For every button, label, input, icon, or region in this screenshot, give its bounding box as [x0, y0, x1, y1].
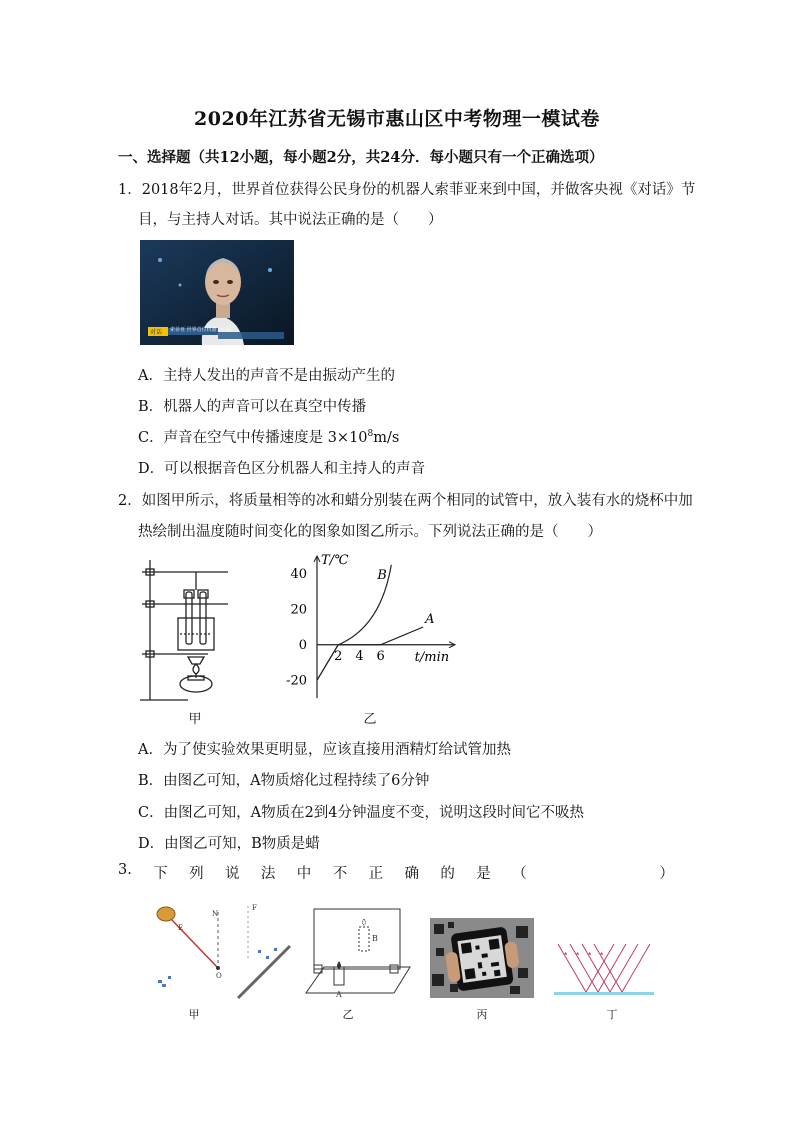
- q2-stem-line1: 2．如图甲所示，将质量相等的冰和蜡分别装在两个相同的试管中，放入装有水的烧杯中加: [118, 493, 693, 509]
- fig1-label-o: O: [216, 972, 222, 980]
- x-tick-label: 6: [376, 648, 385, 664]
- fig2-label-a: A: [336, 990, 342, 999]
- y-tick-label: 0: [298, 637, 307, 653]
- page-title: 2020年江苏省无锡市惠山区中考物理一模试卷: [194, 108, 600, 130]
- q1-option-d[interactable]: D．可以根据音色区分机器人和主持人的声音: [138, 461, 426, 477]
- apparatus-diagram: [138, 552, 238, 707]
- fig3-bing-caption: 丙: [476, 1008, 488, 1021]
- q3-char: （: [512, 866, 527, 882]
- q1-stem-line1: 1．2018年2月，世界首位获得公民身份的机器人索菲亚来到中国，并做客央视《对话》节: [118, 182, 696, 198]
- temperature-chart: [285, 548, 465, 708]
- q3-char: 确: [404, 866, 419, 882]
- fig2-label-b: B: [372, 934, 378, 943]
- fig1-label-n: N: [212, 910, 219, 918]
- fig3-ding-caption: 丁: [606, 1008, 618, 1021]
- q2-option-a[interactable]: A．为了使实验效果更明显，应该直接用酒精灯给试管加热: [138, 742, 511, 758]
- y-tick-label: 40: [290, 566, 307, 582]
- q1-option-c-unit: m/s: [373, 430, 400, 446]
- q3-stem: [118, 862, 674, 883]
- q3-char: 正: [368, 866, 384, 882]
- q3-char: 说: [225, 866, 240, 882]
- q3-char: 是: [476, 866, 491, 882]
- reflection-board-diagram: [148, 898, 296, 1006]
- qr-phone-diagram: [430, 918, 534, 998]
- q3-char: 中: [296, 866, 312, 882]
- q3-char: ）: [659, 866, 674, 882]
- series-a-label: A: [425, 612, 435, 627]
- y-tick-label: -20: [286, 673, 307, 689]
- q1-option-c[interactable]: [138, 426, 399, 447]
- q3-char: 不: [332, 866, 348, 882]
- q1-option-a[interactable]: A．主持人发出的声音不是由振动产生的: [138, 368, 395, 384]
- fig-yi-caption: 乙: [363, 712, 377, 727]
- series-b-label: B: [377, 567, 387, 583]
- fig1-label-f: F: [252, 904, 257, 912]
- x-axis-label: t/min: [414, 649, 450, 665]
- q2-stem-line2: 热绘制出温度随时间变化的图象如图乙所示。下列说法正确的是（ ）: [138, 524, 602, 540]
- fig1-label-e: E: [178, 924, 184, 932]
- q3-char: 3.: [118, 862, 132, 878]
- q3-char: 下: [153, 866, 168, 882]
- y-axis-label: T/℃: [321, 553, 349, 568]
- q2-option-c[interactable]: C．由图乙可知，A物质在2到4分钟温度不变，说明这段时间它不吸热: [138, 805, 585, 821]
- y-tick-label: 20: [290, 602, 307, 618]
- robot-photo: [140, 240, 294, 345]
- robot-caption-label: 对话: [150, 329, 163, 336]
- robot-caption: 索菲亚 世界首位机器人公民: [170, 327, 232, 333]
- q1-option-c-text: C．声音在空气中传播速度是 3×10: [138, 430, 368, 446]
- reflection-rays-diagram: [554, 940, 654, 1000]
- fig3-yi-caption: 乙: [342, 1008, 354, 1021]
- q2-option-b[interactable]: B．由图乙可知，A物质熔化过程持续了6分钟: [138, 773, 430, 789]
- x-tick-label: 2: [334, 648, 343, 664]
- q1-option-b[interactable]: B．机器人的声音可以在真空中传播: [138, 399, 367, 415]
- fig3-jia-caption: 甲: [188, 1008, 200, 1021]
- x-tick-label: 4: [355, 648, 364, 664]
- q2-option-d[interactable]: D．由图乙可知，B物质是蜡: [138, 836, 320, 852]
- q1-option-c-exponent: 8: [367, 429, 374, 440]
- section-heading: 一、选择题（共12小题，每小题2分，共24分．每小题只有一个正确选项）: [118, 149, 604, 166]
- fig-jia-caption: 甲: [188, 712, 202, 727]
- q3-char: 的: [440, 866, 455, 882]
- q3-char: 法: [260, 866, 276, 882]
- q1-stem-line2: 目，与主持人对话。其中说法正确的是（ ）: [138, 212, 443, 228]
- plane-mirror-diagram: [304, 905, 414, 1000]
- q3-char: 列: [189, 866, 204, 882]
